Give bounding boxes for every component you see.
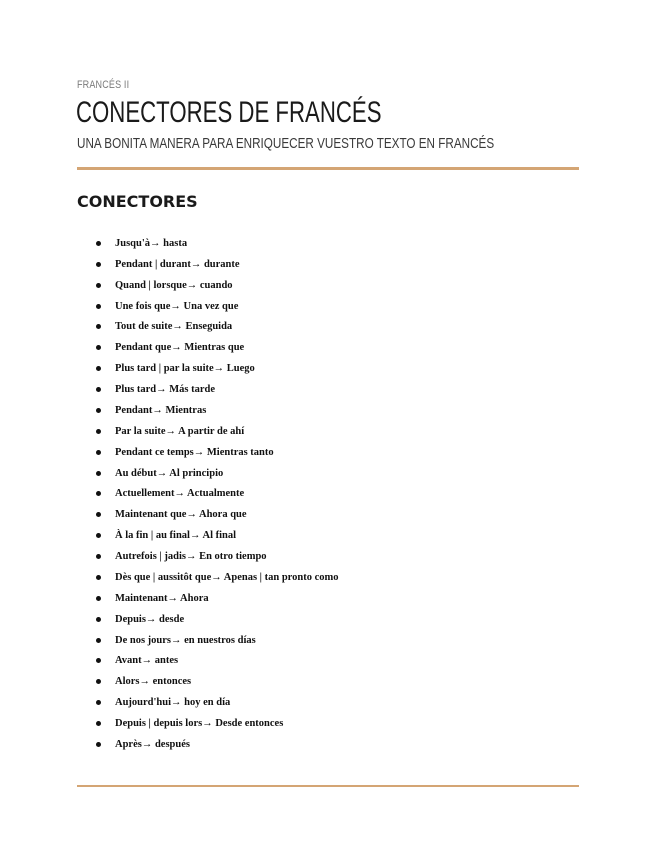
- bullet-icon: [96, 533, 101, 538]
- course-label: FRANCÉS II: [77, 79, 130, 91]
- bullet-icon: [96, 283, 101, 288]
- bullet-icon: [96, 679, 101, 684]
- list-item-text: Pendant | durant→ durante: [115, 258, 240, 270]
- list-item-text: Maintenant que→ Ahora que: [115, 509, 247, 521]
- bullet-icon: [96, 617, 101, 622]
- list-item: [96, 400, 339, 421]
- list-item: [96, 671, 339, 692]
- list-item: [96, 734, 339, 755]
- list-item-text: Pendant→ Mientras: [115, 404, 207, 416]
- bullet-icon: [96, 345, 101, 350]
- list-item: [96, 296, 339, 317]
- bullet-icon: [96, 658, 101, 663]
- bullet-icon: [96, 721, 101, 726]
- list-item: [96, 275, 339, 296]
- list-item: [96, 358, 339, 379]
- bullet-icon: [96, 596, 101, 601]
- list-item-text: Tout de suite→ Enseguida: [115, 321, 233, 333]
- list-item-text: Depuis→ desde: [115, 613, 185, 625]
- list-item-text: Aujourd'hui→ hoy en día: [115, 697, 231, 709]
- list-item-text: Pendant ce temps→ Mientras tanto: [115, 446, 274, 458]
- list-item: [96, 567, 339, 588]
- list-item: [96, 546, 339, 567]
- bullet-icon: [96, 700, 101, 705]
- list-item-text: Autrefois | jadis→ En otro tiempo: [115, 551, 267, 563]
- document-title: CONECTORES DE FRANCÉS: [76, 96, 382, 129]
- list-item-text: Depuis | depuis lors→ Desde entonces: [115, 718, 284, 730]
- bullet-icon: [96, 262, 101, 267]
- list-item-text: Une fois que→ Una vez que: [115, 300, 239, 312]
- connector-list: [96, 233, 339, 755]
- list-item: [96, 504, 339, 525]
- list-item-text: Pendant que→ Mientras que: [115, 342, 245, 354]
- list-item-text: De nos jours→ en nuestros días: [115, 634, 256, 646]
- list-item: [96, 421, 339, 442]
- list-item: [96, 254, 339, 275]
- list-item-text: Quand | lorsque→ cuando: [115, 279, 233, 291]
- list-item-text: Plus tard | par la suite→ Luego: [115, 363, 255, 375]
- list-item: [96, 630, 339, 651]
- bullet-icon: [96, 512, 101, 517]
- list-item-text: Dès que | aussitôt que→ Apenas | tan pronto como: [115, 571, 339, 583]
- list-item: [96, 692, 339, 713]
- footer-divider: [77, 785, 579, 787]
- list-item: [96, 317, 339, 338]
- list-item: [96, 588, 339, 609]
- bullet-icon: [96, 366, 101, 371]
- list-item-text: Alors→ entonces: [115, 676, 192, 688]
- list-item: [96, 463, 339, 484]
- list-item-text: Jusqu'à→ hasta: [115, 237, 188, 249]
- list-item-text: À la fin | au final→ Al final: [115, 530, 237, 542]
- bullet-icon: [96, 471, 101, 476]
- bullet-icon: [96, 575, 101, 580]
- section-heading: CONECTORES: [77, 192, 198, 211]
- list-item-text: Au début→ Al principio: [115, 467, 224, 479]
- list-item-text: Par la suite→ A partir de ahí: [115, 425, 245, 437]
- list-item-text: Avant→ antes: [115, 655, 179, 667]
- list-item-text: Maintenant→ Ahora: [115, 592, 209, 604]
- bullet-icon: [96, 408, 101, 413]
- bullet-icon: [96, 387, 101, 392]
- bullet-icon: [96, 491, 101, 496]
- bullet-icon: [96, 554, 101, 559]
- bullet-icon: [96, 742, 101, 747]
- bullet-icon: [96, 429, 101, 434]
- list-item: [96, 713, 339, 734]
- document-subtitle: UNA BONITA MANERA PARA ENRIQUECER VUESTRO TEXTO EN FRANCÉS: [77, 135, 495, 152]
- list-item-text: Après→ después: [115, 738, 190, 750]
- list-item: [96, 337, 339, 358]
- list-item: [96, 525, 339, 546]
- list-item: [96, 484, 339, 505]
- list-item: [96, 609, 339, 630]
- list-item: [96, 233, 339, 254]
- list-item-text: Plus tard→ Más tarde: [115, 384, 216, 396]
- list-item: [96, 651, 339, 672]
- bullet-icon: [96, 241, 101, 246]
- list-item-text: Actuellement→ Actualmente: [115, 488, 245, 500]
- bullet-icon: [96, 324, 101, 329]
- list-item: [96, 379, 339, 400]
- bullet-icon: [96, 450, 101, 455]
- list-item: [96, 442, 339, 463]
- bullet-icon: [96, 638, 101, 643]
- header-divider: [77, 167, 579, 170]
- bullet-icon: [96, 304, 101, 309]
